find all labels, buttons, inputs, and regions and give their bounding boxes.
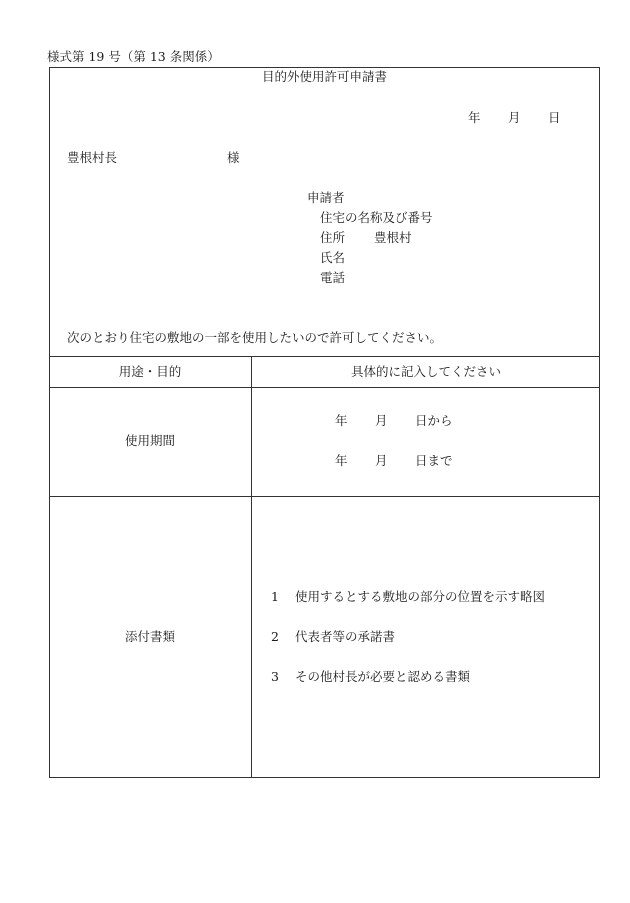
name-label: 氏名 xyxy=(320,250,346,265)
row-divider-purpose xyxy=(49,387,600,388)
row-divider-period xyxy=(49,496,600,497)
period-to-year: 年 xyxy=(335,453,348,468)
addressee-honorific: 様 xyxy=(227,150,240,165)
attachment-text: その他村長が必要と認める書類 xyxy=(295,669,471,684)
attachment-text: 使用するとする敷地の部分の位置を示す略図 xyxy=(295,589,546,604)
purpose-label: 用途・目的 xyxy=(118,364,182,379)
period-from-day: 日から xyxy=(415,413,453,428)
column-divider xyxy=(251,356,252,778)
attachment-number: 2 xyxy=(271,629,279,644)
period-from-month: 月 xyxy=(375,413,388,428)
attachments-label: 添付書類 xyxy=(124,629,175,644)
date-day: 日 xyxy=(548,110,561,125)
attachment-text: 代表者等の承諾書 xyxy=(295,629,396,644)
table-top-divider xyxy=(49,356,600,357)
form-title: 目的外使用許可申請書 xyxy=(261,69,387,84)
form-number: 様式第 19 号（第 13 条関係） xyxy=(47,49,220,64)
period-to-month: 月 xyxy=(375,453,388,468)
period-to-day: 日まで xyxy=(415,453,453,468)
period-label: 使用期間 xyxy=(124,433,175,448)
addressee-name: 豊根村長 xyxy=(67,150,118,165)
attachment-number: 1 xyxy=(271,589,279,604)
address-label: 住所 xyxy=(320,230,346,245)
request-text: 次のとおり住宅の敷地の一部を使用したいので許可してください。 xyxy=(67,330,443,345)
applicant-heading: 申請者 xyxy=(307,190,345,205)
phone-label: 電話 xyxy=(320,270,346,285)
date-year: 年 xyxy=(468,110,481,125)
attachment-number: 3 xyxy=(271,669,279,684)
date-month: 月 xyxy=(508,110,521,125)
purpose-instruction: 具体的に記入してください xyxy=(350,364,501,379)
address-value: 豊根村 xyxy=(374,230,412,245)
housing-name-label: 住宅の名称及び番号 xyxy=(320,210,433,225)
period-from-year: 年 xyxy=(335,413,348,428)
